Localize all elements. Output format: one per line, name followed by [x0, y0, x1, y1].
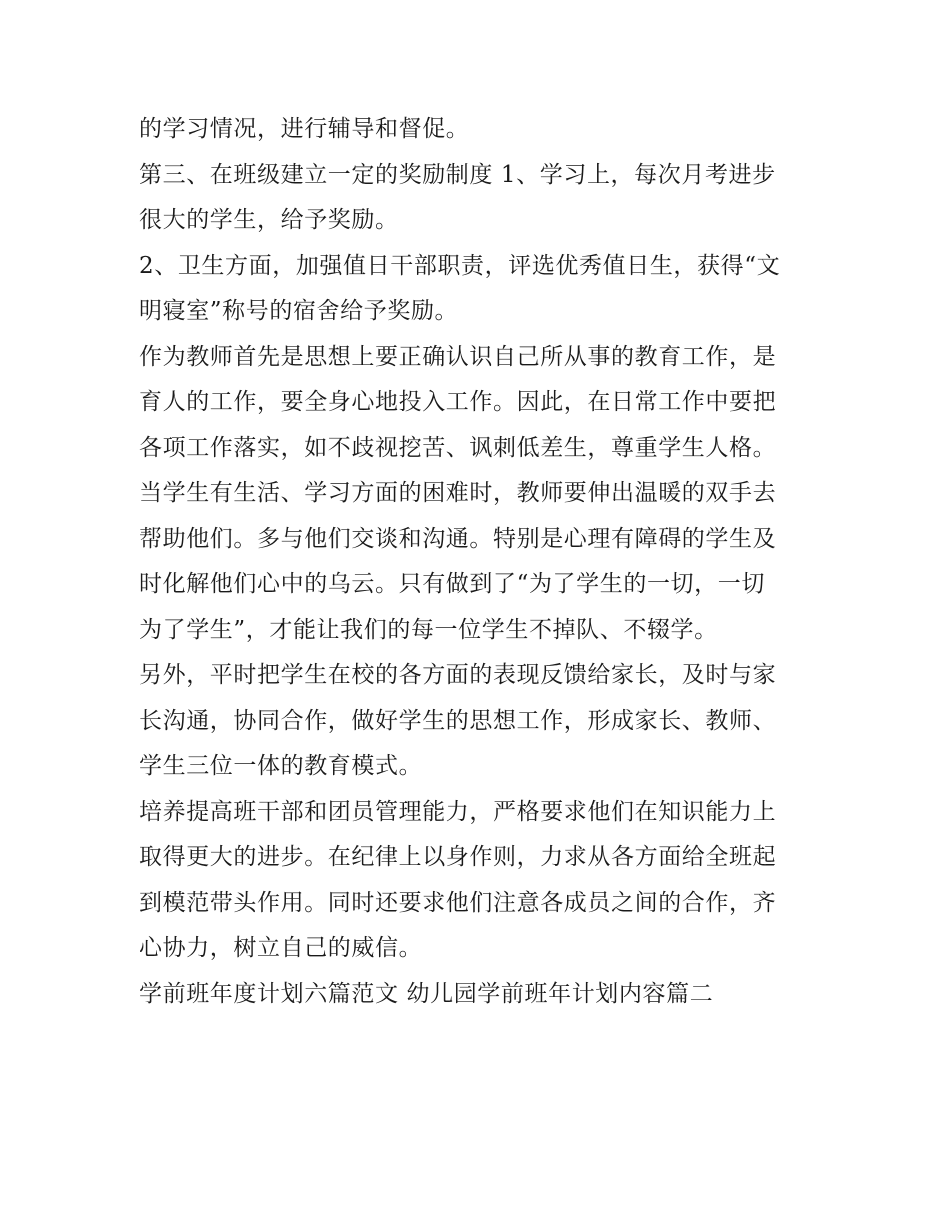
text-line: 各项工作落实，如不歧视挖苦、讽刺低差生，尊重学生人格。 [139, 434, 777, 461]
text-line: 的学习情况，进行辅导和督促。 [139, 116, 470, 142]
section-heading: 学前班年度计划六篇范文 幼儿园学前班年计划内容篇二 [139, 980, 714, 1007]
text-line: 长沟通，协同合作，做好学生的思想工作，形成家长、教师、 [139, 707, 777, 734]
text-line: 作为教师首先是思想上要正确认识自己所从事的教育工作，是 [139, 343, 777, 370]
text-line: 明寝室”称号的宿舍给予奖励。 [139, 298, 459, 324]
text-line: 时化解他们心中的乌云。只有做到了“为了学生的一切，一切 [139, 571, 765, 597]
text-line: 取得更大的进步。在纪律上以身作则，力求从各方面给全班起 [139, 844, 777, 870]
text-line: 学生三位一体的教育模式。 [139, 753, 423, 779]
document-body [139, 107, 829, 1017]
text-line: 心协力，树立自己的威信。 [139, 935, 423, 961]
text-line: 2、卫生方面，加强值日干部职责，评选优秀值日生，获得“文 [139, 252, 781, 279]
text-line: 第三、在班级建立一定的奖励制度 1、学习上，每次月考进步 [139, 161, 776, 188]
text-line: 帮助他们。多与他们交谈和沟通。特别是心理有障碍的学生及 [139, 525, 777, 552]
text-line: 当学生有生活、学习方面的困难时，教师要伸出温暖的双手去 [139, 480, 777, 506]
text-line: 到模范带头作用。同时还要求他们注意各成员之间的合作，齐 [139, 889, 777, 916]
text-line: 为了学生”，才能让我们的每一位学生不掉队、不辍学。 [139, 616, 718, 643]
text-line: 育人的工作，要全身心地投入工作。因此，在日常工作中要把 [139, 389, 777, 415]
text-line: 很大的学生，给予奖励。 [139, 207, 399, 233]
text-line: 培养提高班干部和团员管理能力，严格要求他们在知识能力上 [139, 798, 777, 825]
text-line: 另外，平时把学生在校的各方面的表现反馈给家长，及时与家 [139, 662, 777, 688]
